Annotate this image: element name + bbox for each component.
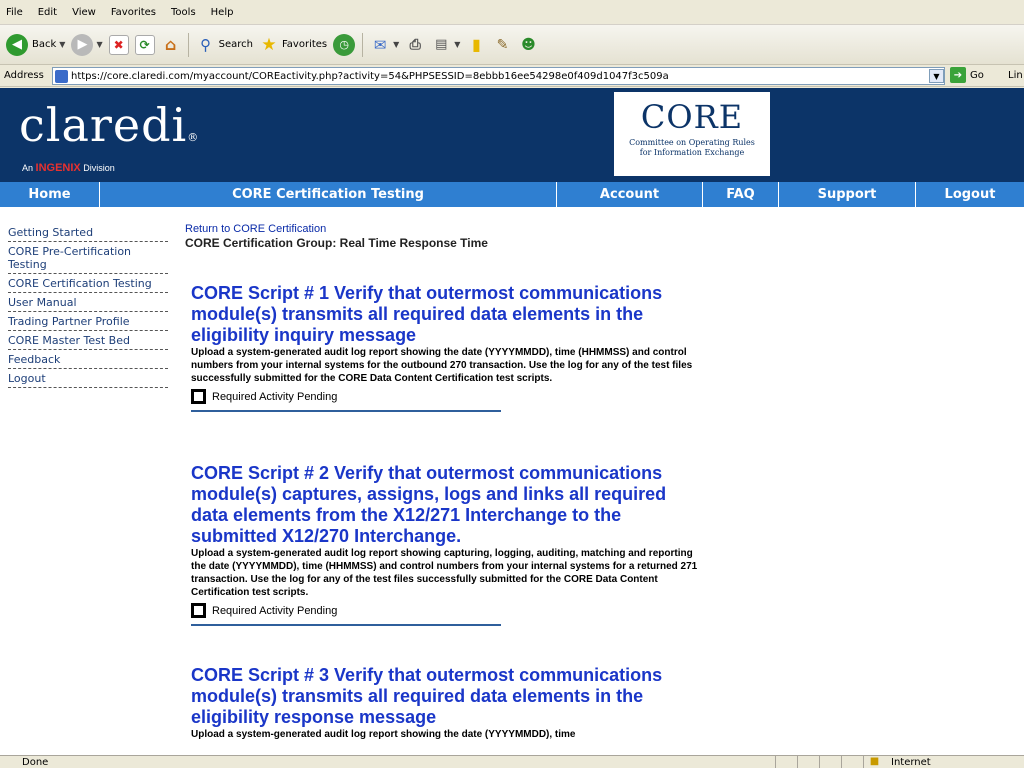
back-button[interactable] — [3, 30, 68, 60]
sidebar-item-trading-partner-profile[interactable]: Trading Partner Profile — [8, 312, 168, 331]
refresh-icon: ⟳ — [135, 35, 155, 55]
script-title: CORE Script # 1 Verify that outermost communications module(s) transmits all required data elements in the eligibility inquiry message — [191, 283, 663, 345]
go-button[interactable] — [950, 67, 984, 83]
chevron-down-icon[interactable]: ▼ — [929, 69, 944, 83]
script-block — [191, 463, 701, 626]
status-cell — [797, 756, 819, 768]
script-block — [191, 283, 701, 412]
mail-icon: ✉ — [373, 35, 387, 54]
sidebar-item-pre-certification[interactable]: CORE Pre-Certification Testing — [8, 242, 168, 274]
chevron-down-icon[interactable]: ▼ — [96, 40, 103, 49]
research-icon: ✎ — [496, 36, 509, 53]
divider — [191, 410, 501, 412]
required-activity-row — [191, 603, 701, 618]
logo-subtitle — [22, 162, 115, 174]
core-sub-line2: for Information Exchange — [639, 148, 745, 157]
status-text: Done — [22, 756, 49, 768]
site-header — [0, 88, 1024, 182]
sidebar — [8, 223, 168, 388]
main-nav — [0, 182, 1024, 207]
core-logo — [614, 92, 770, 176]
go-arrow-icon: ➔ — [950, 67, 966, 83]
address-bar — [0, 65, 1024, 87]
star-icon: ★ — [261, 34, 277, 55]
claredi-logo — [19, 98, 199, 152]
script-description: Upload a system-generated audit log report showing the date (YYYYMMDD), time (HHMMSS) and control numbers from your internal systems for the outbound 270 transaction. Use the log for any of the test files successfully submitted for the CORE Data Content Certification test scripts. — [191, 347, 693, 384]
messenger-icon: ☻ — [521, 36, 536, 53]
logo-text: claredi — [19, 98, 188, 152]
logo-sub-suffix: Division — [83, 163, 115, 173]
address-label: Address — [4, 70, 44, 81]
core-title: CORE — [640, 98, 744, 136]
nav-core-certification-testing[interactable]: CORE Certification Testing — [100, 182, 557, 207]
go-label: Go — [970, 69, 984, 81]
links-label[interactable]: Lin — [1008, 70, 1023, 81]
logo-sub-prefix: An — [22, 163, 34, 173]
stop-button[interactable] — [106, 30, 132, 60]
zone-label: Internet — [891, 756, 931, 768]
menu-view[interactable]: View — [72, 6, 96, 18]
logo-registered-mark: ® — [187, 131, 200, 144]
sidebar-item-master-test-bed[interactable]: CORE Master Test Bed — [8, 331, 168, 350]
script-description: Upload a system-generated audit log report showing capturing, logging, auditing, matching and reporting the date (YYYYMMDD), time (HHMMSS) and control numbers from your internal systems for a returned 271 transaction. Use the log for any of the test files successfully submitted for the CORE Data Content Certification test scripts. — [191, 548, 698, 598]
edit-icon: ▤ — [435, 37, 448, 52]
chevron-down-icon[interactable]: ▼ — [59, 40, 66, 49]
lock-icon: ■ — [863, 756, 885, 768]
status-cell — [775, 756, 797, 768]
folder-button[interactable] — [463, 30, 489, 60]
nav-account[interactable]: Account — [557, 182, 703, 207]
mail-button[interactable] — [367, 30, 402, 60]
favorites-label: Favorites — [281, 39, 328, 50]
activity-checkbox[interactable] — [191, 389, 206, 404]
search-button[interactable] — [193, 30, 256, 60]
menu-edit[interactable]: Edit — [37, 6, 58, 18]
content-header — [185, 223, 705, 250]
search-label: Search — [218, 39, 253, 50]
core-sub-line1: Committee on Operating Rules — [629, 138, 755, 147]
chevron-down-icon[interactable]: ▼ — [393, 40, 400, 49]
activity-checkbox[interactable] — [191, 603, 206, 618]
nav-logout[interactable]: Logout — [944, 187, 996, 202]
status-cell — [841, 756, 863, 768]
divider — [191, 624, 501, 626]
sidebar-item-feedback[interactable]: Feedback — [8, 350, 168, 369]
return-link[interactable]: Return to CORE Certification — [185, 223, 327, 235]
home-icon: ⌂ — [164, 35, 177, 54]
status-bar — [0, 755, 1024, 768]
chevron-down-icon[interactable]: ▼ — [454, 40, 461, 49]
sidebar-item-user-manual[interactable]: User Manual — [8, 293, 168, 312]
script-title: CORE Script # 2 Verify that outermost communications module(s) captures, assigns, logs and links all required data elements from the X12/271 Interchange to the submitted X12/270 Interchange. — [191, 463, 667, 546]
activity-status: Required Activity Pending — [212, 604, 338, 617]
folder-icon: ▮ — [472, 35, 481, 54]
nav-support[interactable]: Support — [779, 182, 916, 207]
search-icon: ⚲ — [200, 35, 212, 54]
activity-status: Required Activity Pending — [212, 390, 338, 403]
edit-button[interactable] — [428, 30, 463, 60]
back-arrow-icon: ◀ — [6, 34, 28, 56]
menu-file[interactable]: File — [6, 6, 23, 18]
script-block — [191, 665, 701, 741]
menu-tools[interactable]: Tools — [171, 6, 196, 18]
script-description: Upload a system-generated audit log report showing the date (YYYYMMDD), time — [191, 729, 576, 740]
history-button[interactable] — [330, 30, 358, 60]
browser-toolbar — [0, 25, 1024, 65]
toolbar-divider — [362, 33, 363, 57]
menu-help[interactable]: Help — [210, 6, 234, 18]
sidebar-item-getting-started[interactable]: Getting Started — [8, 223, 168, 242]
nav-home[interactable]: Home — [0, 182, 100, 207]
menu-favorites[interactable]: Favorites — [110, 6, 157, 18]
nav-faq[interactable]: FAQ — [703, 182, 779, 207]
logo-sub-brand: INGENIX — [35, 162, 81, 174]
menu-bar — [0, 0, 1024, 25]
print-icon: ⎙ — [409, 36, 421, 53]
home-button[interactable] — [158, 30, 184, 60]
favorites-button[interactable] — [256, 30, 330, 60]
address-url: https://core.claredi.com/myaccount/COREactivity.php?activity=54&PHPSESSID=8ebbb16ee54298e0f409d1047f3c509a — [71, 70, 669, 82]
back-label: Back — [32, 39, 57, 50]
web-page — [0, 88, 1024, 755]
page-icon — [55, 70, 68, 83]
sidebar-item-logout[interactable]: Logout — [8, 369, 168, 388]
script-title: CORE Script # 3 Verify that outermost communications module(s) transmits all required data elements in the eligibility response message — [191, 665, 663, 727]
stop-icon: ✖ — [109, 35, 129, 55]
required-activity-row — [191, 389, 701, 404]
messenger-button[interactable] — [515, 30, 541, 60]
research-button[interactable] — [489, 30, 515, 60]
address-input[interactable] — [52, 67, 945, 85]
status-cell — [819, 756, 841, 768]
forward-button[interactable] — [68, 30, 105, 60]
print-button[interactable] — [402, 30, 428, 60]
refresh-button[interactable] — [132, 30, 158, 60]
toolbar-divider — [188, 33, 189, 57]
forward-arrow-icon: ▶ — [71, 34, 93, 56]
sidebar-item-certification-testing[interactable]: CORE Certification Testing — [8, 274, 168, 293]
group-title: CORE Certification Group: Real Time Response Time — [185, 236, 488, 250]
history-icon: ◷ — [333, 34, 355, 56]
